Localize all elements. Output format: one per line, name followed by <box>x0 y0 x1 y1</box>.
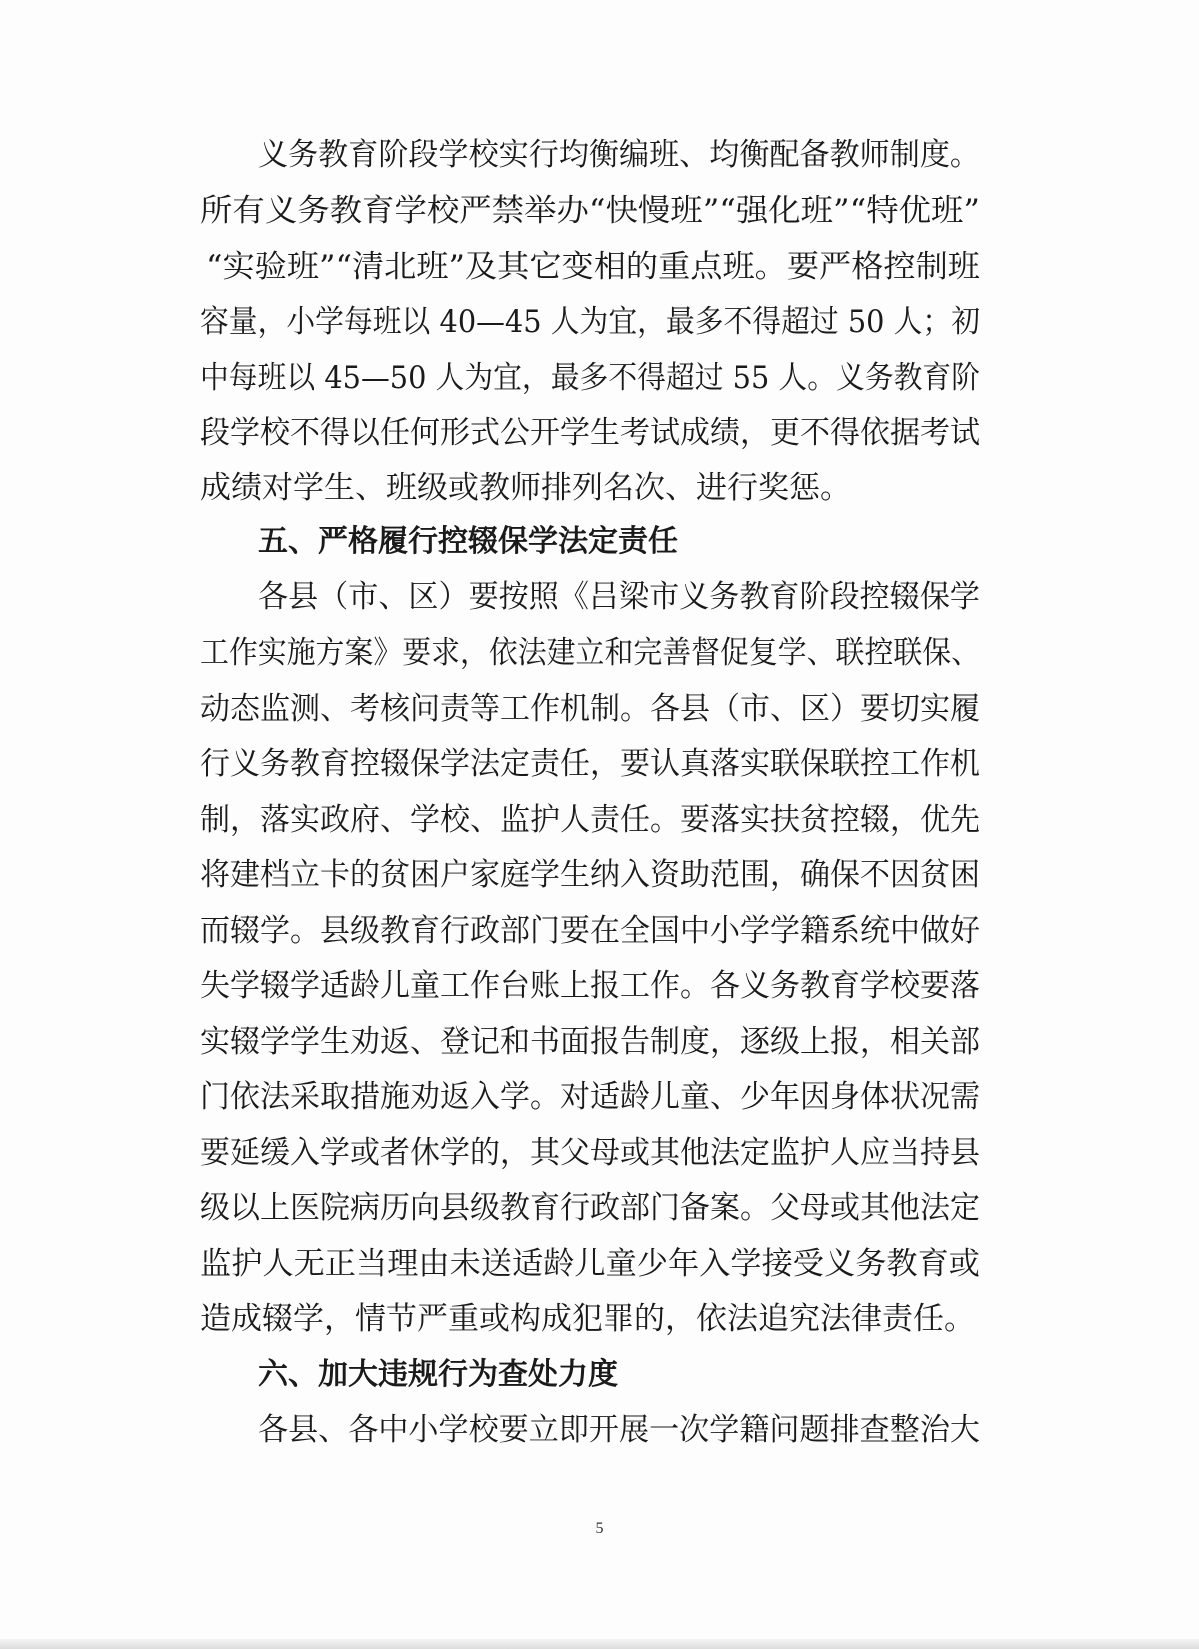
text-line: 各县（市、区）要按照《吕梁市义务教育阶段控辍保学 <box>258 579 980 615</box>
text-line: 各县、各中小学校要立即开展一次学籍问题排查整治大 <box>258 1412 980 1448</box>
text-line: 段学校不得以任何形式公开学生考试成绩，更不得依据考试 <box>200 415 980 451</box>
text-line: 失学辍学适龄儿童工作台账上报工作。各义务教育学校要落 <box>200 968 980 1004</box>
text-line: 监护人无正当理由未送适龄儿童少年入学接受义务教育或 <box>200 1246 980 1282</box>
text-line: 级以上医院病历向县级教育行政部门备案。父母或其他法定 <box>200 1190 980 1226</box>
text-line: “实验班”“清北班”及其它变相的重点班。要严格控制班 <box>206 249 980 285</box>
text-line: 动态监测、考核问责等工作机制。各县（市、区）要切实履 <box>200 691 980 727</box>
text-line: 工作实施方案》要求，依法建立和完善督促复学、联控联保、 <box>200 635 980 671</box>
text-line: 将建档立卡的贫困户家庭学生纳入资助范围，确保不因贫困 <box>200 857 980 893</box>
text-line: 中每班以 45—50 人为宜，最多不得超过 55 人。义务教育阶 <box>200 360 980 396</box>
text-line: 制，落实政府、学校、监护人责任。要落实扶贫控辍，优先 <box>200 802 980 838</box>
text-line: 成绩对学生、班级或教师排列名次、进行奖惩。 <box>200 470 851 506</box>
text-line: 而辍学。县级教育行政部门要在全国中小学学籍系统中做好 <box>200 913 980 949</box>
text-line: 门依法采取措施劝返入学。对适龄儿童、少年因身体状况需 <box>200 1079 980 1115</box>
scan-edge <box>0 1639 1199 1649</box>
text-line: 实辍学学生劝返、登记和书面报告制度，逐级上报，相关部 <box>200 1024 980 1060</box>
text-line: 容量，小学每班以 40—45 人为宜，最多不得超过 50 人；初 <box>200 304 980 340</box>
text-line: 造成辍学，情节严重或构成犯罪的，依法追究法律责任。 <box>200 1301 975 1337</box>
section-heading: 五、严格履行控辍保学法定责任 <box>258 524 678 559</box>
text-line: 所有义务教育学校严禁举办“快慢班”“强化班”“特优班” <box>200 193 981 229</box>
section-heading: 六、加大违规行为查处力度 <box>258 1357 618 1392</box>
text-line: 义务教育阶段学校实行均衡编班、均衡配备教师制度。 <box>258 137 980 173</box>
text-line: 要延缓入学或者休学的，其父母或其他法定监护人应当持县 <box>200 1135 980 1171</box>
page-number: 5 <box>595 1520 604 1537</box>
text-line: 行义务教育控辍保学法定责任，要认真落实联保联控工作机 <box>200 746 980 782</box>
